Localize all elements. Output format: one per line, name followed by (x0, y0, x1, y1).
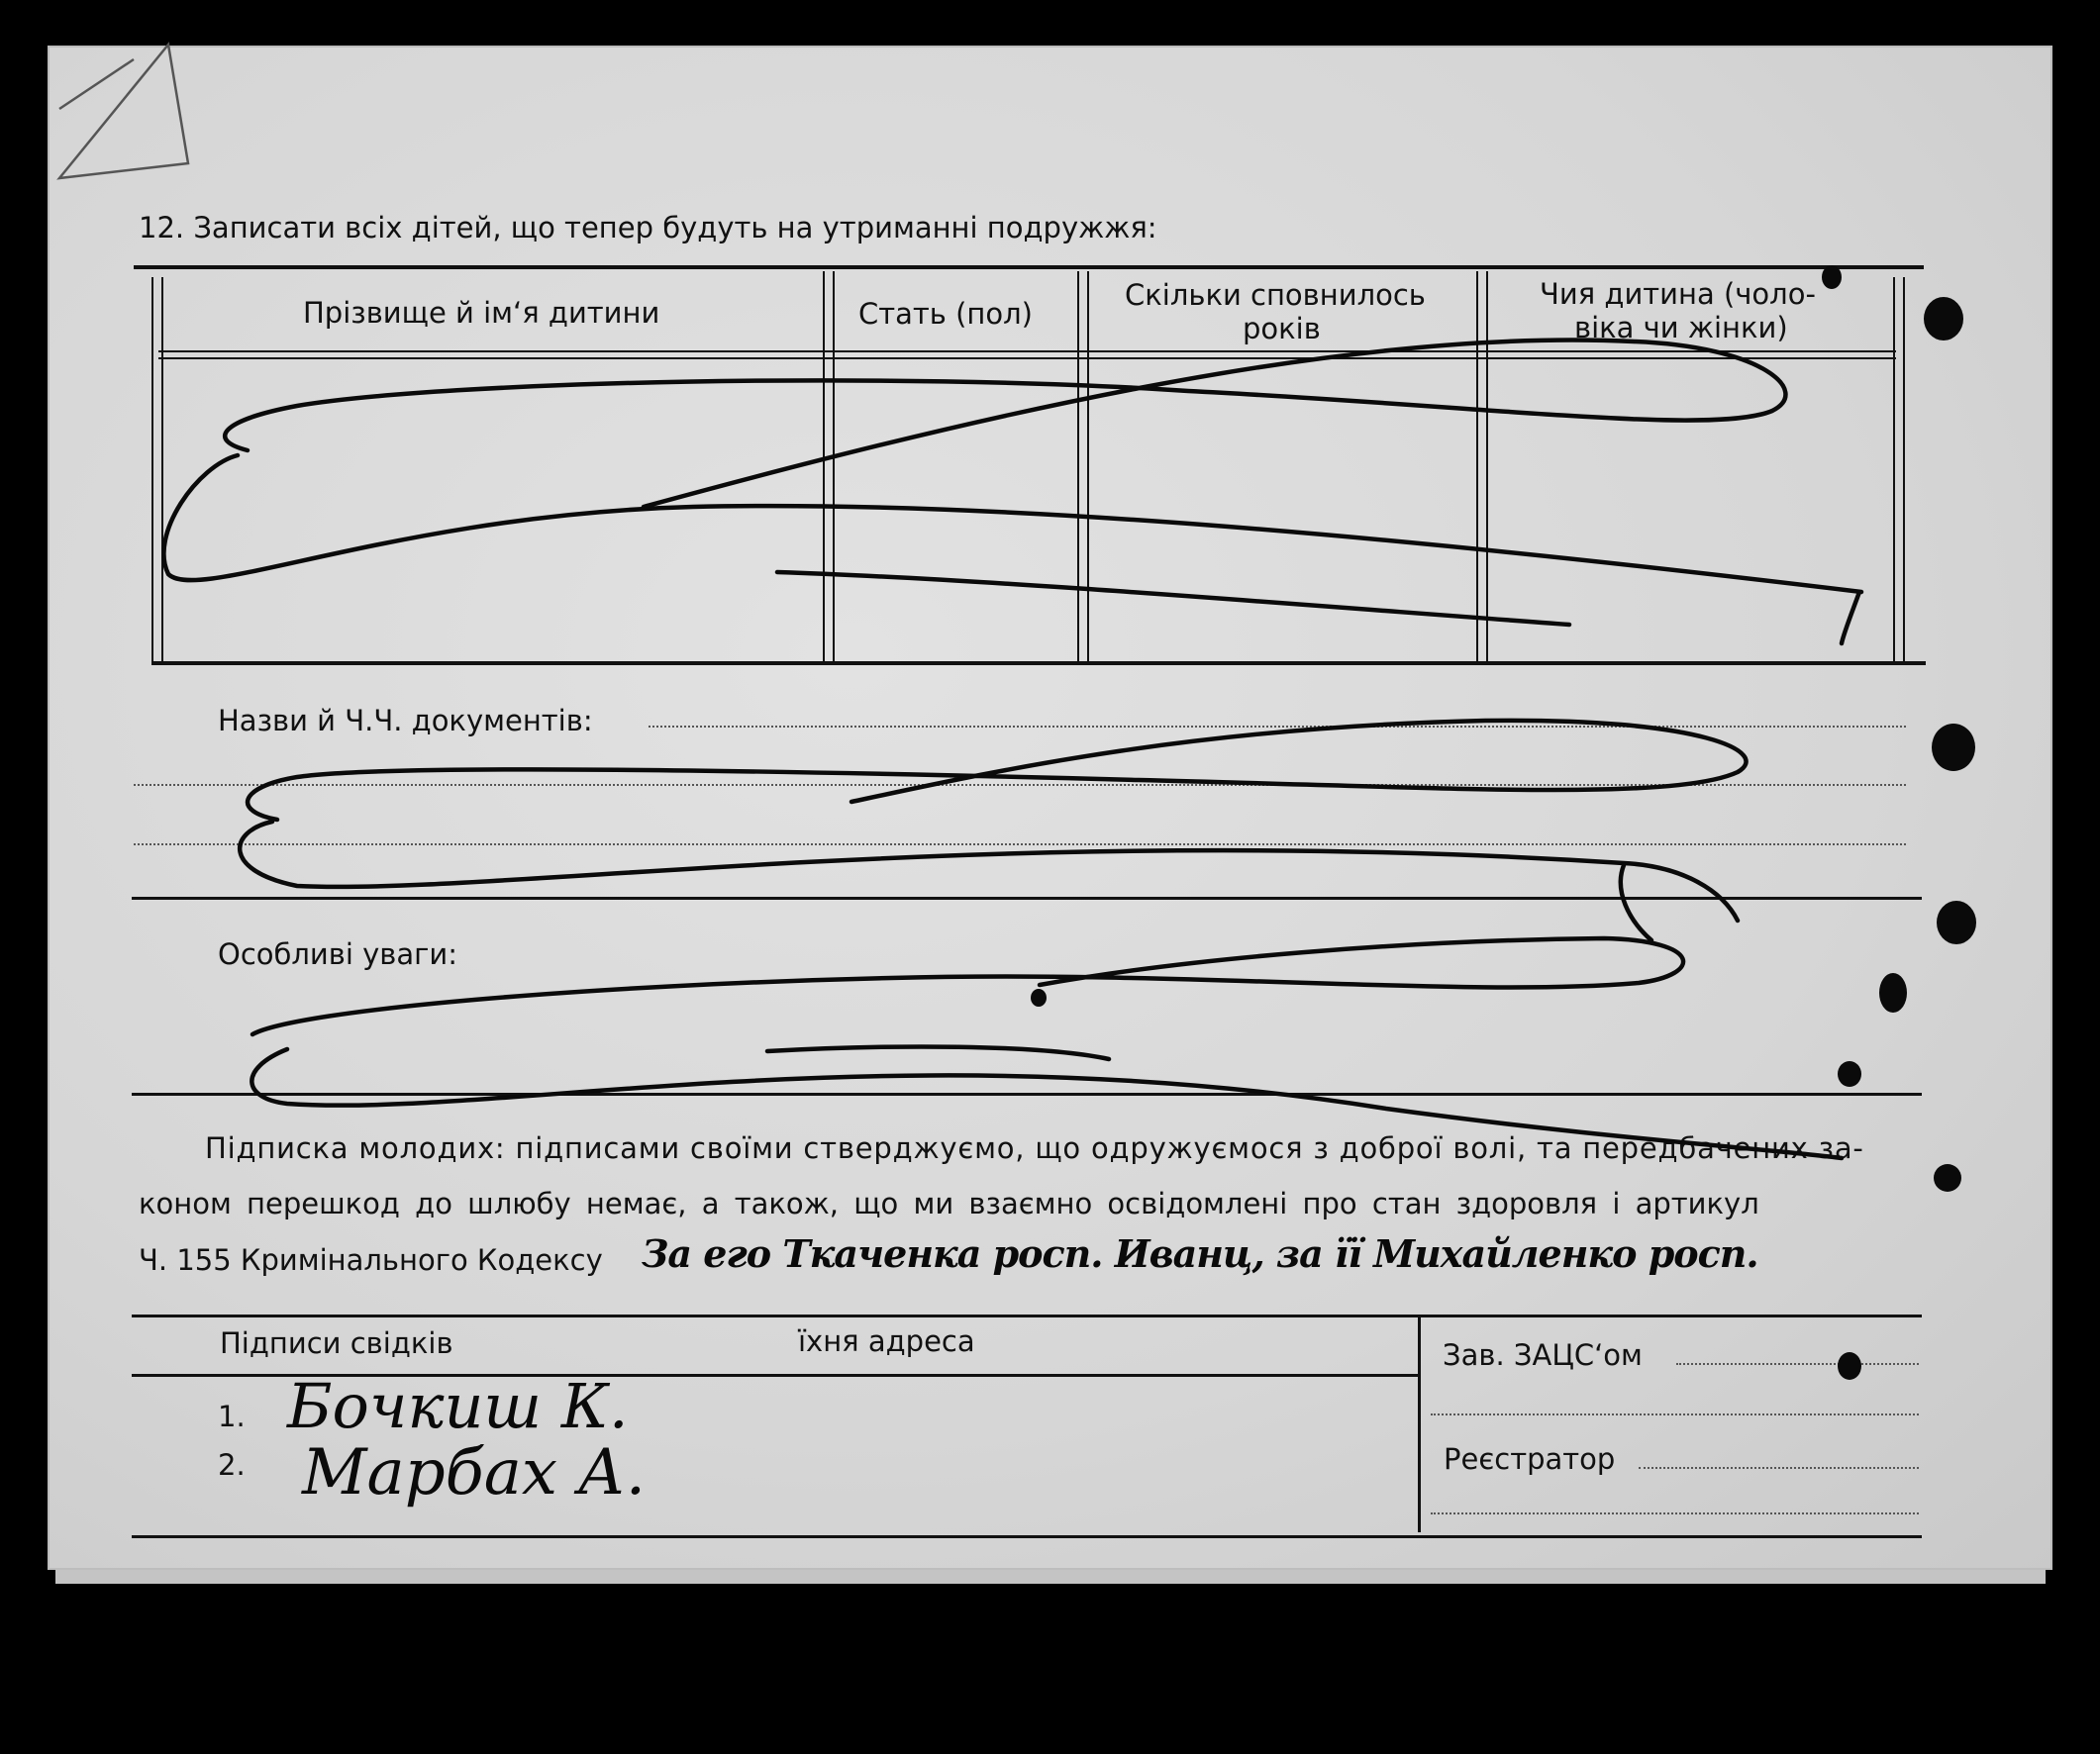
declaration-line-1: Підписка молодих: підписами своїми стверджуємо, що одружуємося з доброї волі, та передбачених за- (205, 1131, 1864, 1165)
head-of-registry-dotted-line (1676, 1363, 1919, 1365)
documents-dotted-line-1 (649, 726, 1906, 728)
table-top-border (134, 265, 1924, 269)
column-header-child-name: Прізвище й ім‘я дитини (303, 296, 660, 330)
column-header-whose-child-line1: Чия дитина (чоло- (1540, 277, 1816, 311)
witnesses-officials-divider (1418, 1316, 1421, 1532)
column-header-whose-child-line2: віка чи жінки) (1574, 311, 1788, 344)
witnesses-top-rule (132, 1315, 1922, 1317)
table-col-divider-2 (1077, 271, 1089, 665)
witness-signatures-header: Підписи свідків (220, 1326, 453, 1360)
table-header-rule-2 (158, 357, 1896, 359)
witness-signature-2: Марбах А. (302, 1436, 647, 1510)
table-left-border (151, 277, 163, 665)
registrar-label: Реєстратор (1444, 1442, 1616, 1476)
table-header-rule (158, 350, 1896, 352)
table-bottom-border (153, 661, 1926, 665)
table-col-divider-3 (1476, 271, 1488, 665)
witness-address-header: їхня адреса (798, 1324, 975, 1358)
table-right-border (1893, 277, 1905, 665)
head-of-registry-dotted-line-2 (1431, 1413, 1919, 1415)
documents-bottom-rule (132, 897, 1922, 900)
column-header-age-line1: Скільки сповнилось (1125, 278, 1426, 312)
declaration-line-2: коном перешкод до шлюбу немає, а також, що ми взаємно освідомлені про стан здоровля і артикул (139, 1187, 1759, 1220)
handwritten-signature-note: За его Ткаченка росп. Иванц, за її Михайленко росп. (642, 1231, 1758, 1276)
column-header-sex: Стать (пол) (858, 297, 1033, 331)
documents-dotted-line-2 (134, 784, 1906, 786)
documents-label: Назви й Ч.Ч. документів: (218, 704, 593, 737)
registrar-dotted-line (1639, 1467, 1919, 1469)
declaration-line-3-prefix: Ч. 155 Кримінального Кодексу (139, 1243, 603, 1277)
registrar-dotted-line-2 (1431, 1512, 1919, 1514)
remarks-bottom-rule (132, 1093, 1922, 1096)
section-12-heading: 12. Записати всіх дітей, що тепер будуть на утриманні подружжя: (139, 211, 1157, 244)
witness-number-2: 2. (218, 1448, 246, 1482)
witness-signature-1: Бочкиш К. (287, 1370, 629, 1442)
table-col-divider-1 (823, 271, 835, 665)
form-bottom-rule (132, 1535, 1922, 1538)
remarks-label: Особливі уваги: (218, 937, 458, 971)
witness-number-1: 1. (218, 1400, 246, 1433)
column-header-age-line2: років (1243, 312, 1321, 345)
head-of-registry-label: Зав. ЗАЦС‘ом (1443, 1338, 1643, 1372)
documents-dotted-line-3 (134, 843, 1906, 845)
